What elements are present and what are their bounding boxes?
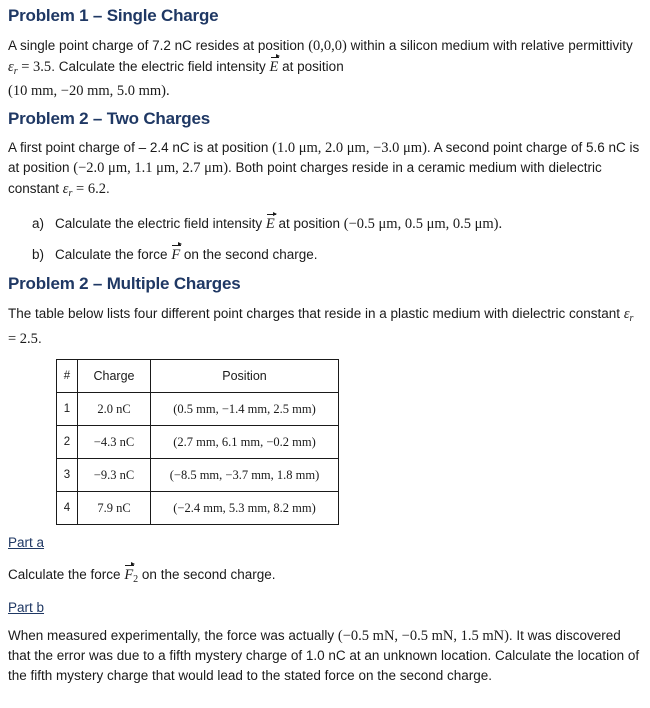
cell-number: 1 xyxy=(57,393,78,426)
vector-e: E xyxy=(270,58,279,78)
cell-charge: −9.3 nC xyxy=(78,459,151,492)
part-b-heading: Part b xyxy=(8,600,45,615)
part-a-text: Calculate the force $F_2$ on the second charge. xyxy=(8,566,276,585)
table-row xyxy=(57,492,339,525)
problem-2-text: A first point charge of – 2.4 nC is at position (1.0 μm, 2.0 μm, −3.0 μm). A second point charge of 5.6 nC is at position (−2.0 μm, 1.1 μm, 2.7 μm). Both point charges reside in a ceramic medium with dielectric constant $\varepsilon_r = 6.2$. xyxy=(8,139,640,199)
cell-number: 3 xyxy=(57,459,78,492)
problem-1-text: A single point charge of 7.2 nC resides at position (0,0,0) within a silicon medium with relative permittivity $\varepsilon_r = 3.5$. Calculate the electric field intensity E at position (10 mm, −20 mm, 5.0 mm). xyxy=(8,38,633,99)
cell-charge: 7.9 nC xyxy=(78,492,151,525)
problem-1-title: Problem 1 – Single Charge xyxy=(8,6,219,25)
vector-e: E xyxy=(266,215,275,235)
table-row xyxy=(57,459,339,492)
table-header-row xyxy=(57,360,339,393)
cell-position: (−8.5 mm, −3.7 mm, 1.8 mm) xyxy=(151,459,339,492)
table-row xyxy=(57,393,339,426)
cell-position: (0.5 mm, −1.4 mm, 2.5 mm) xyxy=(151,393,339,426)
part-b-text: When measured experimentally, the force was actually (−0.5 mN, −0.5 mN, 1.5 mN). It was discovered that the error was due to a fifth mystery charge of 1.0 nC at an unknown location. Calculate the location of the fifth mystery charge that would lead to the stated force on the second charge. xyxy=(8,627,640,683)
cell-charge: 2.0 nC xyxy=(78,393,151,426)
vector-f: F xyxy=(171,246,180,266)
cell-position: (−2.4 mm, 5.3 mm, 8.2 mm) xyxy=(151,492,339,525)
problem-2-title: Problem 2 – Two Charges xyxy=(8,108,210,128)
cell-number: 4 xyxy=(57,492,78,525)
problem-3-text: The table below lists four different point charges that reside in a plastic medium with dielectric constant $\varepsilon_r = 2.5$. xyxy=(8,306,634,347)
charges-table xyxy=(56,359,339,525)
problem-2-part-b: b) Calculate the force F on the second charge. xyxy=(32,245,642,266)
cell-position: (2.7 mm, 6.1 mm, −0.2 mm) xyxy=(151,426,339,459)
header-charge: Charge xyxy=(78,360,151,393)
problem-2-part-a: a) Calculate the electric field intensity E at position (−0.5 μm, 0.5 μm, 0.5 μm). xyxy=(32,214,642,235)
document-page xyxy=(8,5,642,685)
header-position: Position xyxy=(151,360,339,393)
header-number: # xyxy=(57,360,78,393)
part-a-heading: Part a xyxy=(8,535,45,550)
cell-charge: −4.3 nC xyxy=(78,426,151,459)
cell-number: 2 xyxy=(57,426,78,459)
problem-3-title: Problem 2 – Multiple Charges xyxy=(8,274,241,293)
table-row xyxy=(57,426,339,459)
vector-f: F xyxy=(124,566,133,586)
